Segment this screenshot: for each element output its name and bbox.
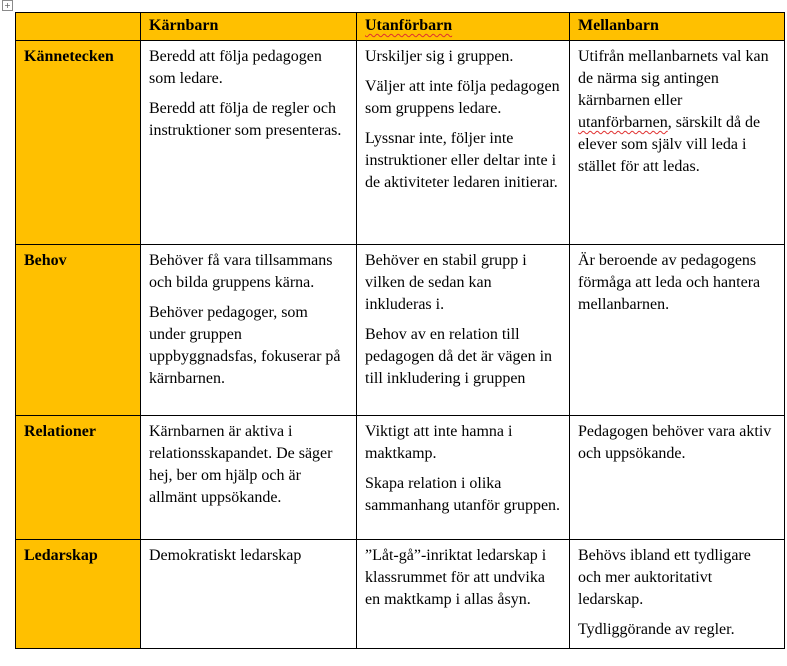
- header-cell-utanforbarn: [357, 13, 570, 41]
- table-cell: [357, 416, 570, 540]
- cell-paragraph: Behöver få vara tillsammans och bilda gruppens kärna.: [149, 252, 333, 291]
- cell-paragraph: Är beroende av pedagogens förmåga att leda och hantera mellanbarnen.: [578, 252, 761, 313]
- cell-paragraph: Tydliggörande av regler.: [578, 621, 735, 638]
- table-move-handle-icon[interactable]: +: [2, 0, 13, 11]
- table-cell: [141, 416, 357, 540]
- table-cell: [570, 245, 785, 416]
- table-cell: [357, 540, 570, 649]
- cell-paragraph: Demokratiskt ledarskap: [149, 547, 302, 564]
- cell-paragraph: Lyssnar inte, följer inte instruktioner eller deltar inte i de aktiviteter ledaren initierar.: [365, 130, 558, 191]
- cell-text: Utifrån mellanbarnets val kan de närma sig antingen kärnbarnen eller: [578, 48, 769, 109]
- cell-paragraph: [578, 46, 776, 178]
- cell-paragraph: Väljer att inte följa pedagogen som gruppens ledare.: [365, 78, 560, 117]
- header-cell-mellanbarn: Mellanbarn: [570, 13, 785, 41]
- header-utanforbarn-text: Utanförbarn: [365, 17, 453, 34]
- header-cell-karnbarn: Kärnbarn: [141, 13, 357, 41]
- table-cell: [570, 416, 785, 540]
- cell-paragraph: Viktigt att inte hamna i maktkamp.: [365, 423, 513, 462]
- comparison-table: [15, 12, 785, 649]
- cell-paragraph: Kärnbarnen är aktiva i relationsskapandet. De säger hej, ber om hjälp och är allmänt uppsökande.: [149, 423, 333, 506]
- table-cell: [570, 41, 785, 245]
- spellcheck-word: utanförbarnen: [578, 114, 668, 131]
- header-row: [16, 13, 785, 41]
- table-cell: [141, 41, 357, 245]
- table-cell: [141, 540, 357, 649]
- cell-paragraph: ”Låt-gå”-inriktat ledarskap i klassrummet för att undvika en maktkamp i allas åsyn.: [365, 547, 547, 608]
- table-row: [16, 245, 785, 416]
- cell-paragraph: Behöver en stabil grupp i vilken de sedan kan inkluderas i.: [365, 252, 527, 313]
- cell-paragraph: Urskiljer sig i gruppen.: [365, 48, 514, 65]
- cell-paragraph: Behov av en relation till pedagogen då det är vägen in till inkludering i gruppen: [365, 326, 553, 387]
- table-row: [16, 416, 785, 540]
- header-cell-empty: [16, 13, 141, 41]
- table-cell: [357, 41, 570, 245]
- cell-paragraph: Beredd att följa de regler och instruktioner som presenteras.: [149, 100, 342, 139]
- row-label: Relationer: [16, 416, 141, 540]
- text-cursor: [784, 428, 785, 448]
- cell-text: , särskilt då de elever som själv vill leda i stället för att ledas.: [578, 114, 761, 175]
- row-label: Behov: [16, 245, 141, 416]
- table-row: [16, 540, 785, 649]
- cell-paragraph: Behöver pedagoger, som under gruppen uppbyggnadsfas, fokuserar på kärnbarnen.: [149, 304, 341, 387]
- cell-paragraph: Pedagogen behöver vara aktiv och uppsökande.: [578, 423, 772, 462]
- table-row: [16, 41, 785, 245]
- row-label: Ledarskap: [16, 540, 141, 649]
- cell-paragraph: Skapa relation i olika sammanhang utanför gruppen.: [365, 475, 561, 514]
- table-cell: [357, 245, 570, 416]
- table-cell: [570, 540, 785, 649]
- cell-paragraph: Behövs ibland ett tydligare och mer auktoritativt ledarskap.: [578, 547, 751, 608]
- table-cell: [141, 245, 357, 416]
- cell-paragraph: Beredd att följa pedagogen som ledare.: [149, 48, 322, 87]
- row-label: Kännetecken: [16, 41, 141, 245]
